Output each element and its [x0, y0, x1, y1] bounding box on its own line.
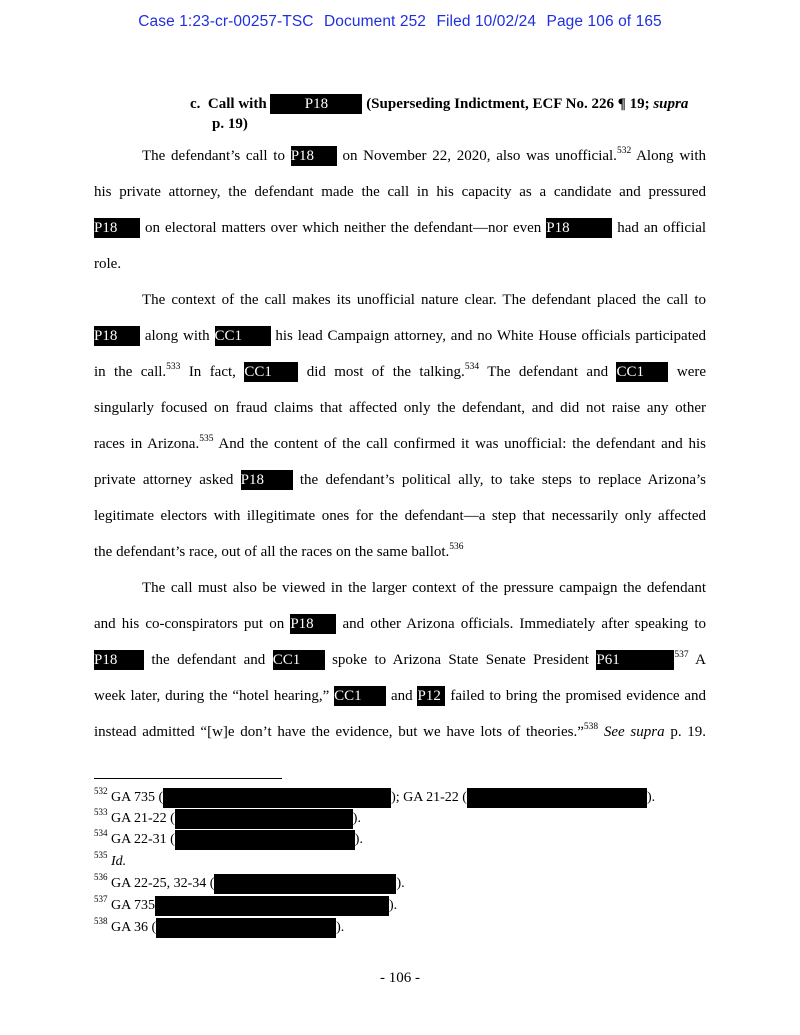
redaction-box: P18 [291, 146, 337, 166]
footnote-ref: 537 [674, 650, 689, 660]
footnote-number: 535 [94, 850, 108, 861]
paragraph-line [94, 326, 706, 346]
redaction-box: P18 [94, 326, 140, 346]
page-of-total: Page 106 of 165 [546, 13, 662, 30]
text: along with [144, 328, 210, 344]
text: and other Arizona officials. Immediately after speaking to [342, 616, 707, 632]
text: spoke to Arizona State Senate President [332, 652, 589, 668]
heading-supra: supra [653, 96, 689, 112]
footnote-number: 533 [94, 807, 108, 818]
text: GA 21-22 ( [111, 811, 175, 826]
redaction-box: P12 [417, 686, 445, 706]
footnote-ref: 534 [464, 362, 480, 372]
text: ); GA 21-22 ( [391, 790, 467, 805]
redaction-box: P18 [241, 470, 293, 490]
redaction-box: P61 [596, 650, 674, 670]
paragraph-line: The call must also be viewed in the larger context of the pressure campaign the defendant [142, 580, 706, 596]
footnote-ref: 536 [449, 542, 464, 552]
redaction-box: P18 [546, 218, 612, 238]
footnote-separator [94, 778, 282, 779]
paragraph-line: role. [94, 256, 122, 272]
text: ). [646, 790, 656, 805]
footnote-number: 532 [94, 786, 108, 797]
filed-date: Filed 10/02/24 [436, 13, 537, 30]
paragraph-line: legitimate electors with illegitimate ones for the defendant—a step that necessarily only affected [94, 508, 706, 524]
document-number: Document 252 [324, 13, 427, 30]
footnote-number: 538 [94, 916, 108, 927]
ecf-header [0, 13, 800, 31]
paragraph-line: The context of the call makes its unofficial nature clear. The defendant placed the call to [142, 292, 706, 308]
heading-citation: (Superseding Indictment, ECF No. 226 ¶ 19; [366, 96, 650, 112]
redaction-box [175, 830, 355, 850]
redaction-box: CC1 [215, 326, 271, 346]
text: ). [396, 876, 405, 891]
text: in the call. [94, 364, 167, 380]
paragraph-line: singularly focused on fraud claims that affected only the defendant, and did not raise any other [94, 400, 706, 416]
footnote-ref: 538 [583, 722, 599, 732]
redaction-box: P18 [270, 94, 362, 114]
footnote [94, 809, 361, 829]
paragraph-line [94, 614, 706, 634]
redaction-box: CC1 [273, 650, 325, 670]
redaction-box [467, 788, 647, 808]
text: GA 22-31 ( [111, 832, 175, 847]
footnote [94, 852, 126, 872]
footnote [94, 788, 655, 808]
paragraph-line [94, 686, 706, 706]
text: p. 19. [670, 724, 707, 740]
text: did most of the talking. [306, 364, 465, 380]
case-number: Case 1:23-cr-00257-TSC [138, 13, 314, 30]
paragraph-line [142, 146, 706, 166]
footnote-number: 534 [94, 828, 108, 839]
heading-call-with: Call with [207, 96, 267, 112]
text: had an official [617, 220, 707, 236]
redaction-box: CC1 [334, 686, 386, 706]
footnote-ref: 535 [199, 434, 214, 444]
section-heading [190, 94, 688, 114]
redaction-box: P18 [290, 614, 336, 634]
text: and [390, 688, 413, 704]
text: the defendant’s race, out of all the races on the same ballot. [94, 544, 450, 560]
text: week later, during the “hotel hearing,” [94, 688, 330, 704]
text: ). [336, 920, 345, 935]
footnote-ref: 532 [616, 146, 632, 156]
text: GA 22-25, 32-34 ( [111, 876, 215, 891]
text: private attorney asked [94, 472, 234, 488]
text: ). [354, 832, 363, 847]
text: the defendant and [151, 652, 266, 668]
heading-marker: c. [190, 96, 201, 112]
footnote [94, 918, 344, 938]
text: See supra [603, 724, 665, 740]
redaction-box: CC1 [244, 362, 298, 382]
redaction-box [156, 918, 336, 938]
text: on November 22, 2020, also was unofficial. [342, 148, 617, 164]
footnote-number: 536 [94, 872, 108, 883]
text: Along with [636, 148, 706, 164]
text: GA 735 [111, 898, 155, 913]
redaction-box: P18 [94, 650, 144, 670]
redaction-box [155, 896, 389, 916]
text: Id. [111, 854, 127, 869]
footnote [94, 896, 397, 916]
footnote-ref: 533 [166, 362, 181, 372]
section-heading-cont: p. 19) [212, 116, 248, 132]
redaction-box [214, 874, 396, 894]
text: A [695, 652, 707, 668]
text: were [676, 364, 707, 380]
text: ). [352, 811, 361, 826]
text: instead admitted “[w]e don’t have the evidence, but we have lots of theories.” [94, 724, 584, 740]
footnote [94, 830, 363, 850]
redaction-box [163, 788, 391, 808]
page-number: - 106 - [380, 970, 420, 986]
paragraph-line [94, 470, 706, 490]
paragraph-line [94, 362, 706, 382]
text: The defendant’s call to [142, 148, 285, 164]
footnote-number: 537 [94, 894, 108, 905]
text: ). [388, 898, 398, 913]
paragraph-line [94, 542, 464, 562]
redaction-box: P18 [94, 218, 140, 238]
paragraph-line [94, 434, 706, 454]
text: The defendant and [487, 364, 609, 380]
paragraph-line [94, 650, 706, 670]
redaction-box: CC1 [616, 362, 668, 382]
text: And the content of the call confirmed it was unofficial: the defendant and his [218, 436, 706, 452]
paragraph-line: his private attorney, the defendant made the call in his capacity as a candidate and pressured [94, 184, 706, 200]
paragraph-line [94, 722, 706, 742]
text: failed to bring the promised evidence and [450, 688, 707, 704]
text: races in Arizona. [94, 436, 200, 452]
text: the defendant’s political ally, to take steps to replace Arizona’s [299, 472, 706, 488]
text: his lead Campaign attorney, and no White House officials participated [275, 328, 707, 344]
text: In fact, [188, 364, 236, 380]
text: GA 735 ( [111, 790, 164, 805]
redaction-box [175, 809, 353, 829]
paragraph-line [94, 218, 706, 238]
text: and his co-conspirators put on [94, 616, 285, 632]
footnote [94, 874, 405, 894]
text: on electoral matters over which neither the defendant—nor even [144, 220, 542, 236]
text: GA 36 ( [111, 920, 157, 935]
